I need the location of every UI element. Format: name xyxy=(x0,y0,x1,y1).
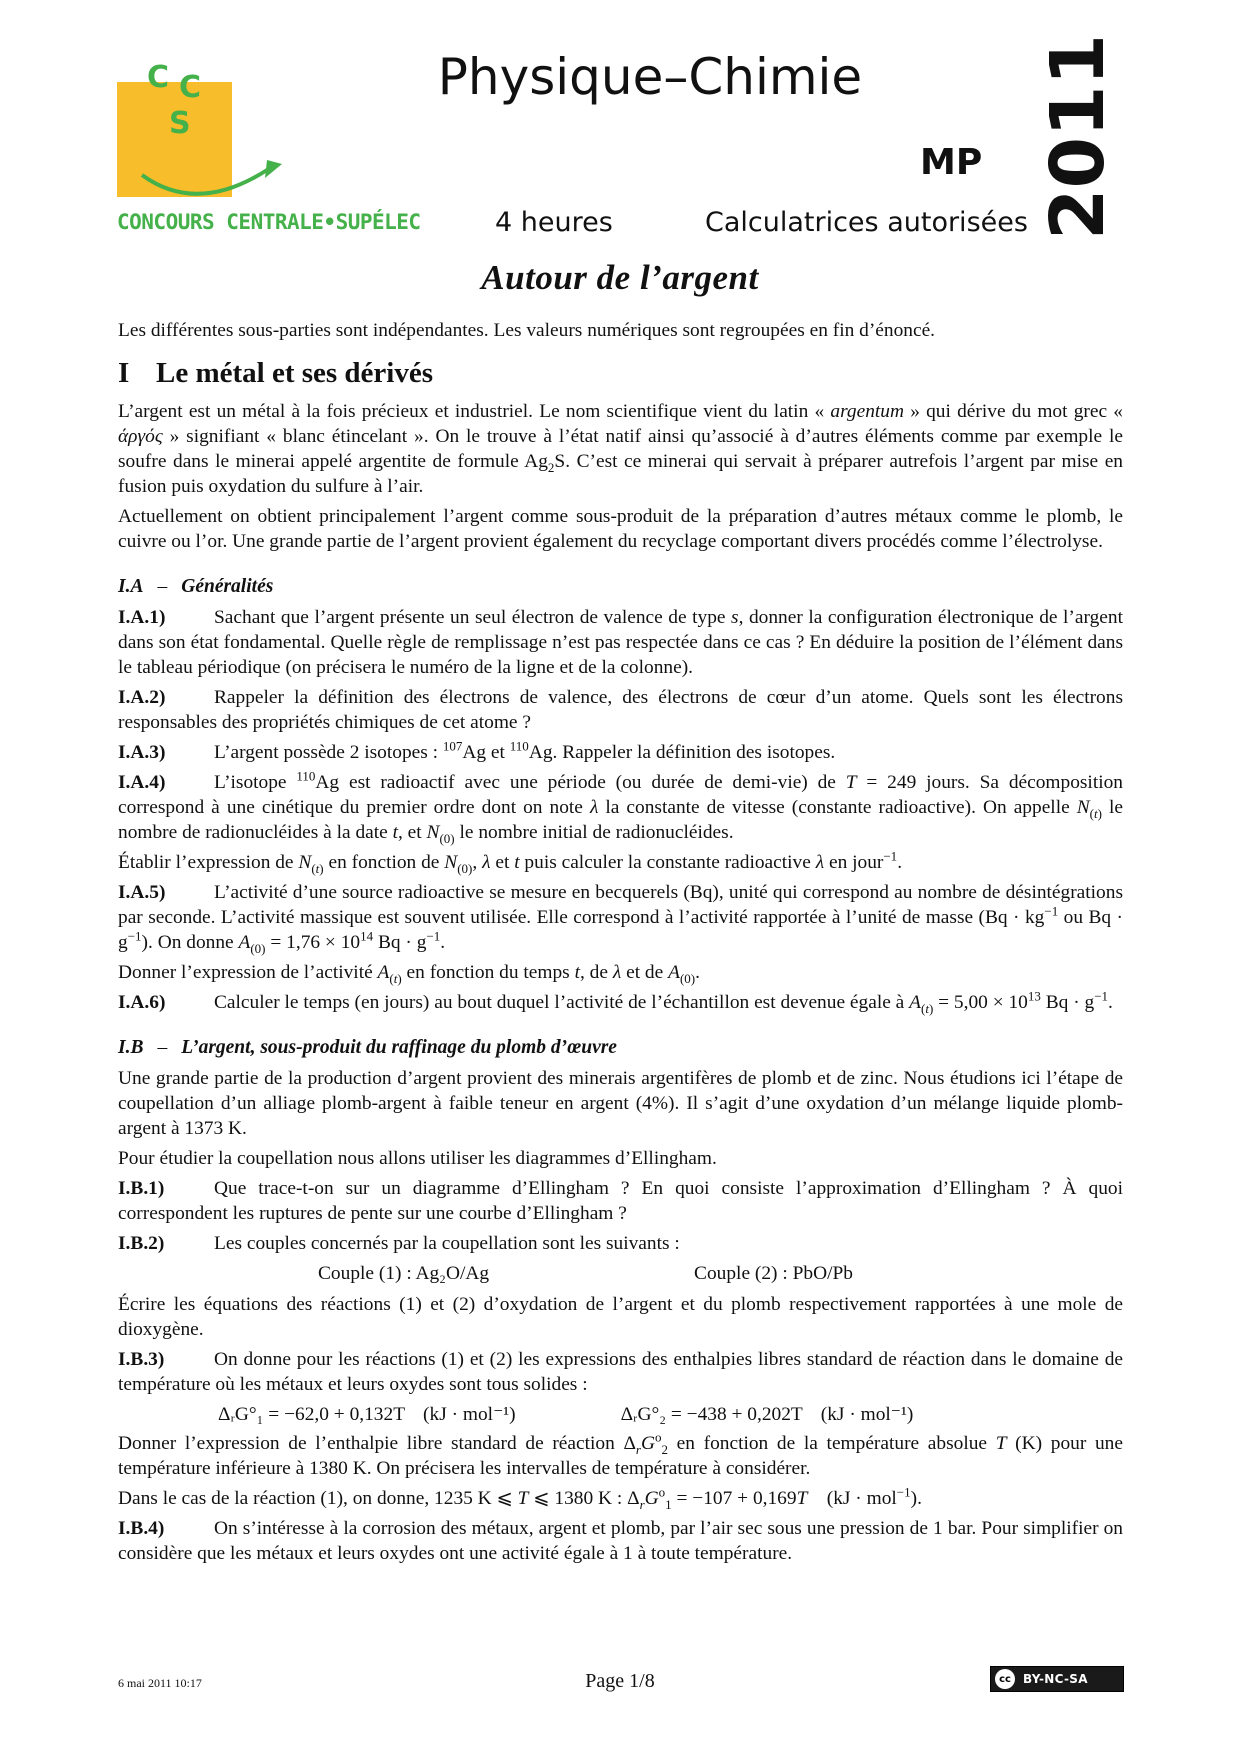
question-label: I.B.1) xyxy=(118,1178,165,1199)
question-label: I.A.4) xyxy=(118,772,166,793)
question-ia5: I.A.5) L’activité d’une source radioactive se mesure en becquerels (Bq), unité qui correspond au nombre de désintégrations par seconde. L’activité massique est souvent utilisée. Elle correspond à l’activité rapportée à l’unité de masse ($Bq \cdot kg^{-1}$ ou $Bq \cdot g^{-1}$). On donne $A_{(0)} = 1,76 \times 10^{14}$ $Bq \cdot g^{-1}$. xyxy=(118,882,1123,956)
subsection-heading-b xyxy=(118,1035,1123,1060)
question-label: I.B.3) xyxy=(118,1349,165,1370)
formula-1-expr: ΔᵣG°₁ = −62,0 + 0,132T xyxy=(218,1404,406,1425)
formula-1 xyxy=(218,1402,516,1427)
subsection-label: I.B xyxy=(118,1037,144,1058)
year: 2011 xyxy=(1035,34,1121,240)
paragraph: Écrire les équations des réactions (1) et (2) d’oxydation de l’argent et du plomb respectivement rapportées à une mole de dioxygène. xyxy=(118,1294,1123,1340)
question-label: I.A.2) xyxy=(118,687,166,708)
paragraph: Pour étudier la coupellation nous allons utiliser les diagrammes d’Ellingham. xyxy=(118,1148,717,1169)
document-body xyxy=(118,318,1123,1571)
subsection-dash: – xyxy=(157,1037,168,1058)
section-title: Le métal et ses dérivés xyxy=(156,357,434,389)
couple-1: Couple (1) : Ag₂O/Ag xyxy=(318,1263,490,1284)
subsection-dash: – xyxy=(157,576,168,597)
paragraph: Donner l’expression de l’activité $A_{(t)}$ en fonction du temps t, de λ et de $A_{(0)}$. xyxy=(118,962,700,986)
subsection-label: I.A xyxy=(118,576,144,597)
subsection-title: L’argent, sous-produit du raffinage du plomb d’œuvre xyxy=(181,1037,617,1058)
section-number: I xyxy=(118,357,130,389)
logo-swoosh-icon xyxy=(137,130,287,200)
subsection-heading-a xyxy=(118,574,1123,599)
question-label: I.A.5) xyxy=(118,882,166,903)
paragraph: L’argent est un métal à la fois précieux et industriel. Le nom scientifique vient du latin « argentum » qui dérive du mot grec « άργός » signifiant « blanc étincelant ». On le trouve à l’état natif ainsi qu’associé à d’autres éléments comme par exemple le soufre dans le minerai appelé argentite de formule $Ag_2S$. C’est ce minerai qui servait à préparer autrefois l’argent par mise en fusion puis oxydation du sulfure à l’air. xyxy=(118,401,1123,497)
question-ia2: I.A.2) Rappeler la définition des électrons de valence, des électrons de cœur d’un atome. Quels sont les électrons responsables des propriétés chimiques de cet atome ? xyxy=(118,687,1123,733)
question-ia6: I.A.6) Calculer le temps (en jours) au bout duquel l’activité de l’échantillon est devenue égale à $A_{(t)} = 5,00 \times 10^{13}$ $Bq \cdot g^{-1}$. xyxy=(118,988,1113,1016)
license-badge xyxy=(990,1666,1124,1692)
calculator-note: Calculatrices autorisées xyxy=(705,207,1028,238)
footer-date: 6 mai 2011 10:17 xyxy=(118,1676,202,1690)
filiere: MP xyxy=(920,142,983,183)
document-title: Autour de l’argent xyxy=(481,258,759,297)
license-text: BY-NC-SA xyxy=(1023,1672,1088,1686)
logo-letter-s: S xyxy=(169,106,191,141)
question-label: I.A.6) xyxy=(118,992,166,1013)
subject-title: Physique–Chimie xyxy=(437,48,863,106)
question-label: I.A.1) xyxy=(118,607,166,628)
formula-2 xyxy=(621,1402,914,1427)
section-heading xyxy=(118,355,1123,391)
concours-logo xyxy=(117,60,421,250)
couple-2: Couple (2) : PbO/Pb xyxy=(694,1263,853,1284)
formula-unit: (kJ · mol⁻¹) xyxy=(423,1404,516,1425)
subsection-title: Généralités xyxy=(181,576,274,597)
question-ia3: I.A.3) L’argent possède 2 isotopes : $^{107}$Ag et $^{110}$Ag. Rappeler la définition des isotopes. xyxy=(118,738,836,763)
formulas-line xyxy=(118,1402,1123,1427)
logo-name: CONCOURS CENTRALE•SUPÉLEC xyxy=(117,210,421,234)
paragraph: Dans le cas de la réaction (1), on donne, 1235 K ⩽ T ⩽ 1380 K : $\Delta_rG^o_1 = -107 + 0,169T$ (kJ · mol$^{-1}$). xyxy=(118,1484,922,1512)
question-ib4: I.B.4) On s’intéresse à la corrosion des métaux, argent et plomb, par l’air sec sous une pression de 1 bar. Pour simplifier on considère que les métaux et leurs oxydes ont une activité égale à 1 à toute température. xyxy=(118,1518,1123,1564)
cc-icon: cc xyxy=(995,1669,1015,1689)
question-label: I.A.3) xyxy=(118,742,166,763)
question-label: I.B.2) xyxy=(118,1233,165,1254)
paragraph: Établir l’expression de $N_{(t)}$ en fonction de $N_{(0)}$, λ et t puis calculer la constante radioactive λ en jour$^{-1}$. xyxy=(118,848,903,876)
formula-2-expr: ΔᵣG°₂ = −438 + 0,202T xyxy=(620,1404,803,1425)
logo-letter-c2: C xyxy=(179,70,202,105)
question-ib3: I.B.3) On donne pour les réactions (1) et (2) les expressions des enthalpies libres standard de réaction dans le domaine de température où les métaux et leurs oxydes sont tous solides : xyxy=(118,1349,1123,1395)
paragraph: Donner l’expression de l’enthalpie libre standard de réaction $\Delta_rG^o_2$ en fonction de la température absolue T (K) pour une température inférieure à 1380 K. On précisera les intervalles de température à considérer. xyxy=(118,1429,1123,1479)
intro-paragraph: Les différentes sous-parties sont indépendantes. Les valeurs numériques sont regroupées en fin d’énoncé. xyxy=(118,320,936,341)
paragraph: Actuellement on obtient principalement l’argent comme sous-produit de la préparation d’autres métaux comme le plomb, le cuivre ou l’or. Une grande partie de l’argent provient également du recyclage comportant divers procédés comme l’électrolyse. xyxy=(118,506,1123,552)
formula-unit: (kJ · mol⁻¹) xyxy=(820,1404,914,1425)
couples-list xyxy=(118,1261,1123,1286)
duration: 4 heures xyxy=(495,207,613,238)
paragraph: Une grande partie de la production d’argent provient des minerais argentifères de plomb et de zinc. Nous étudions ici l’étape de coupellation d’un alliage plomb-argent à faible teneur en argent (4%). Il s’agit d’une oxydation d’un mélange liquide plomb-argent à 1373 K. xyxy=(118,1068,1123,1139)
page-number: Page 1/8 xyxy=(585,1670,655,1692)
question-ib2: I.B.2) Les couples concernés par la coupellation sont les suivants : xyxy=(118,1233,680,1254)
question-ia1: I.A.1) Sachant que l’argent présente un seul électron de valence de type s, donner la configuration électronique de l’argent dans son état fondamental. Quelle règle de remplissage n’est pas respectée dans ce cas ? En déduire la position de l’élément dans le tableau périodique (on précisera le numéro de la ligne et de la colonne). xyxy=(118,607,1123,678)
question-ib1: I.B.1) Que trace-t-on sur un diagramme d’Ellingham ? En quoi consiste l’approximation d’Ellingham ? À quoi correspondent les ruptures de pente sur une courbe d’Ellingham ? xyxy=(118,1178,1123,1224)
logo-letter-c1: C xyxy=(147,60,170,95)
question-label: I.B.4) xyxy=(118,1518,165,1539)
question-ia4: I.A.4) L’isotope $^{110}$Ag est radioactif avec une période (ou durée de demi-vie) de T = 249 jours. Sa décomposition correspond à une cinétique du premier ordre dont on note λ la constante de vitesse (constante radioactive). On appelle $N_{(t)}$ le nombre de radionucléides à la date t, et $N_{(0)}$ le nombre initial de radionucléides. xyxy=(118,768,1123,846)
